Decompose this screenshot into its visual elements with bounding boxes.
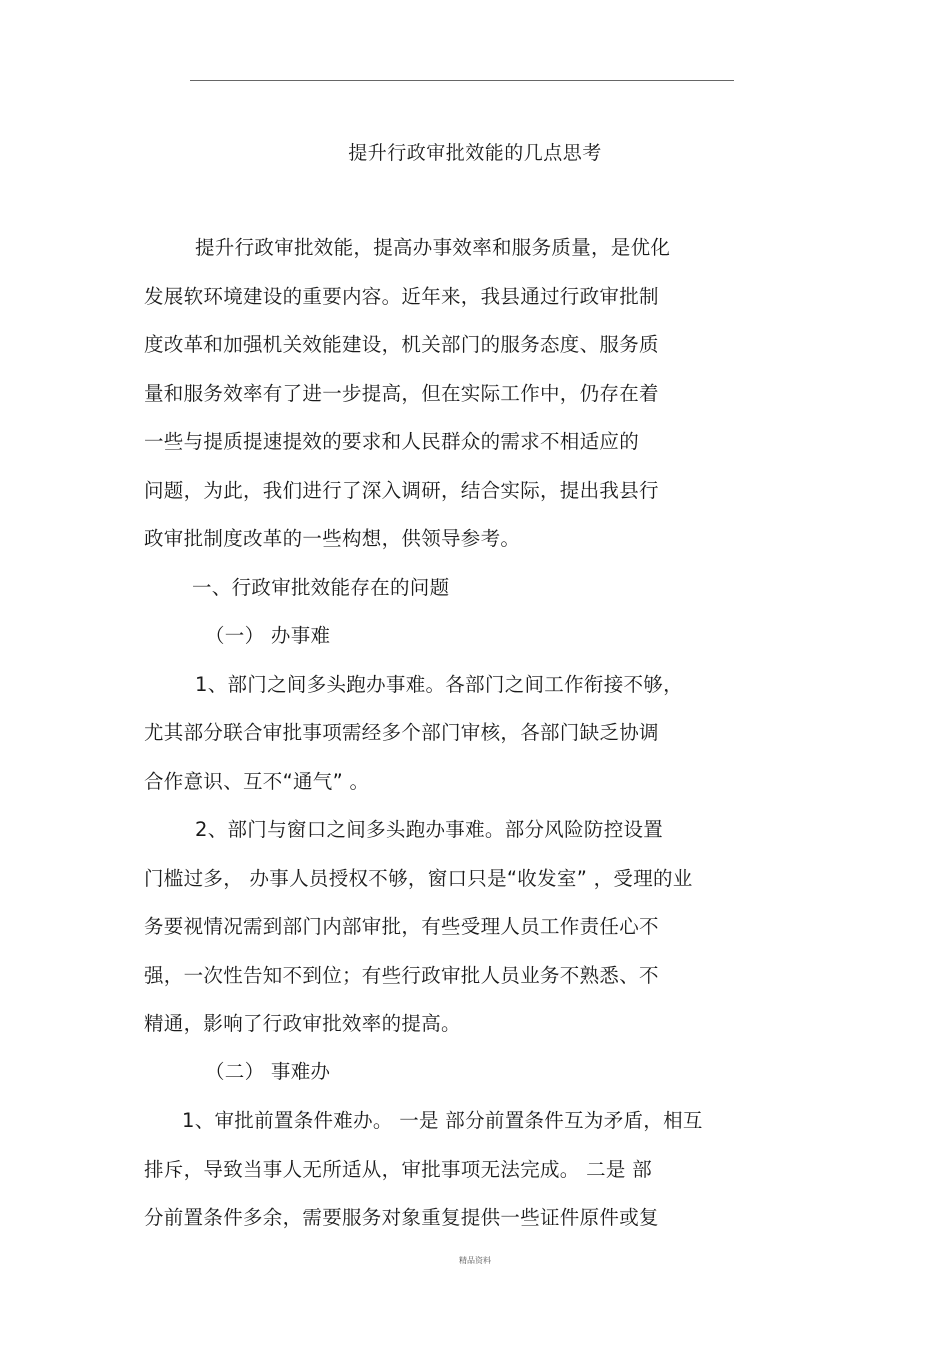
body-line-2: 发展软环境建设的重要内容。近年来，我县通过行政审批制 [144,285,659,308]
body-line-11: 2、部门与窗口之间多头跑办事难。部分风险防控设置 [195,818,664,841]
body-line-5: 一些与提质提速提效的要求和人民群众的需求不相适应的 [144,430,640,453]
body-line-9: 尤其部分联合审批事项需经多个部门审核，各部门缺乏协调 [144,721,659,744]
subsection-heading-1: （一） 办事难 [205,624,331,647]
document-title: 提升行政审批效能的几点思考 [348,142,602,164]
body-line-4: 量和服务效率有了进一步提高，但在实际工作中，仍存在着 [144,382,659,405]
body-line-18: 分前置条件多余，需要服务对象重复提供一些证件原件或复 [144,1206,659,1229]
body-line-6: 问题，为此，我们进行了深入调研，结合实际，提出我县行 [144,479,659,502]
body-line-13: 务要视情况需到部门内部审批，有些受理人员工作责任心不 [144,915,659,938]
body-line-7: 政审批制度改革的一些构想，供领导参考。 [144,527,521,550]
body-line-17: 排斥，导致当事人无所适从，审批事项无法完成。 二是 部 [144,1158,652,1181]
page-footer: 精品资料 [459,1256,491,1265]
body-line-15: 精通，影响了行政审批效率的提高。 [144,1012,461,1035]
body-line-10: 合作意识、互不“通气” 。 [144,770,370,793]
section-heading-1: 一、行政审批效能存在的问题 [192,576,450,599]
header-rule [190,80,734,81]
body-line-12: 门槛过多， 办事人员授权不够，窗口只是“收发室” ，受理的业 [144,867,693,890]
body-line-14: 强，一次性告知不到位；有些行政审批人员业务不熟悉、不 [144,964,659,987]
body-line-8: 1、部门之间多头跑办事难。各部门之间工作衔接不够， [195,673,683,696]
body-line-3: 度改革和加强机关效能建设，机关部门的服务态度、服务质 [144,333,659,356]
body-line-16: 1、审批前置条件难办。 一是 部分前置条件互为矛盾，相互 [182,1109,703,1132]
subsection-heading-2: （二） 事难办 [205,1060,331,1083]
body-line-1: 提升行政审批效能，提高办事效率和服务质量，是优化 [195,236,671,259]
